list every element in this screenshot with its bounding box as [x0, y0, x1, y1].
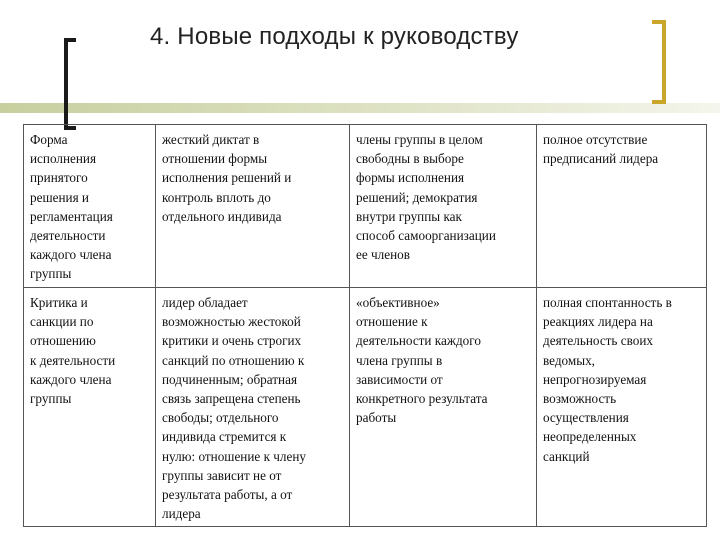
table-cell: жесткий диктат в отношении формы исполнения решений и контроль вплоть до отдельного индивида: [156, 125, 350, 288]
header-accent-bar: [0, 103, 720, 113]
slide-title: 4. Новые подходы к руководству: [150, 23, 519, 50]
table-cell: Форма исполнения принятого решения и регламентация деятельности каждого члена группы: [24, 125, 156, 288]
table-cell: лидер обладает возможностью жестокой критики и очень строгих санкций по отношению к подчиненным; обратная связь запрещена степень свободы; отдельного индивида стремится к нулю: отношение к члену группы зависит не от результата работы, а от лидера: [156, 288, 350, 527]
table-cell: Критика и санкции по отношению к деятельности каждого члена группы: [24, 288, 156, 527]
table-cell: «объективное» отношение к деятельности каждого члена группы в зависимости от конкретного результата работы: [350, 288, 537, 527]
comparison-table: [23, 124, 707, 527]
table-cell: полное отсутствие предписаний лидера: [537, 125, 707, 288]
table-row: [24, 288, 707, 527]
table-row: [24, 125, 707, 288]
left-bracket-decoration: [64, 38, 76, 130]
table-cell: полная спонтанность в реакциях лидера на деятельность своих ведомых, непрогнозируемая возможность осуществления неопределенных санкций: [537, 288, 707, 527]
right-bracket-decoration: [652, 20, 666, 104]
table-cell: члены группы в целом свободны в выборе формы исполнения решений; демократия внутри группы как способ самоорганизации ее членов: [350, 125, 537, 288]
